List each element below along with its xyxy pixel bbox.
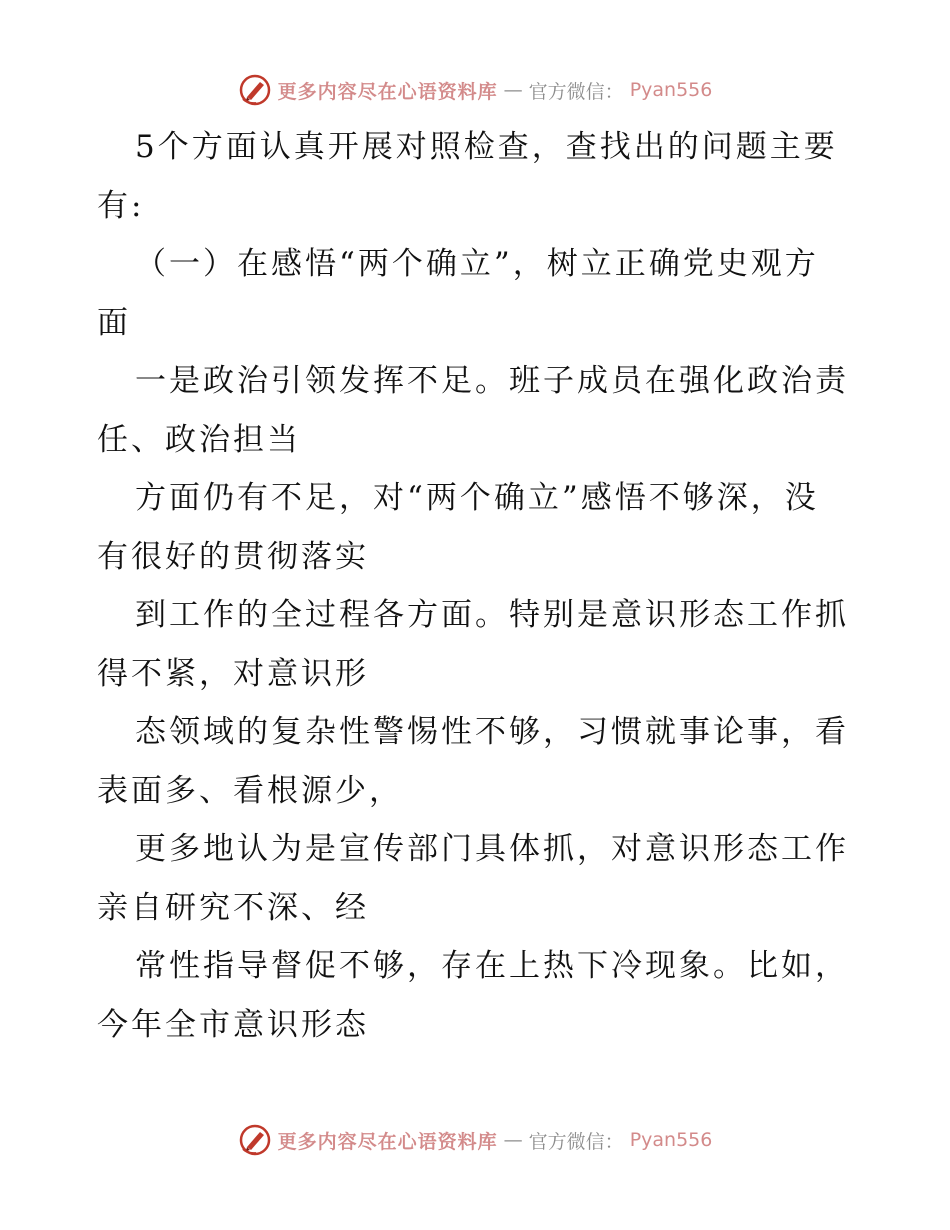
header-wechat-label: 官方微信： (528, 80, 624, 103)
paragraph-line: 5个方面认真开展对照检查，查找出的问题主要 (135, 129, 838, 165)
paragraph-line: 今年全市意识形态 (97, 1006, 369, 1043)
header-banner (238, 73, 713, 107)
section-heading-line: （一）在感悟“两个确立”，树立正确党史观方 (135, 246, 819, 282)
paragraph-line: 方面仍有不足，对“两个确立”感悟不够深，没 (135, 480, 819, 516)
paragraph-line: 有: (97, 187, 145, 224)
footer-banner (238, 1123, 713, 1157)
footer-site-text: 更多内容尽在心语资料库 (277, 1130, 498, 1153)
paragraph-line: 常性指导督促不够，存在上热下冷现象。比如， (135, 948, 849, 984)
document-body (97, 118, 857, 1054)
paragraph-line: 表面多、看根源少， (97, 772, 403, 809)
header-wechat-id: Pyan556 (629, 79, 713, 101)
section-heading-line: 面 (97, 304, 131, 341)
page-header (0, 70, 950, 110)
paragraph-line: 更多地认为是宣传部门具体抓，对意识形态工作 (135, 831, 849, 867)
paragraph-line: 任、政治担当 (97, 421, 301, 458)
pen-logo-icon (238, 73, 272, 107)
paragraph-line: 态领域的复杂性警惕性不够，习惯就事论事，看 (135, 714, 849, 750)
footer-wechat-label: 官方微信： (528, 1130, 624, 1153)
header-dash: — (503, 79, 523, 101)
paragraph-line: 得不紧，对意识形 (97, 655, 369, 692)
paragraph-line: 一是政治引领发挥不足。班子成员在强化政治责 (135, 363, 849, 399)
paragraph-line: 到工作的全过程各方面。特别是意识形态工作抓 (135, 597, 849, 633)
paragraph-line: 有很好的贯彻落实 (97, 538, 369, 575)
paragraph-line: 亲自研究不深、经 (97, 889, 369, 926)
footer-dash: — (503, 1129, 523, 1151)
pen-logo-icon (238, 1123, 272, 1157)
footer-wechat-id: Pyan556 (629, 1129, 713, 1151)
header-site-text: 更多内容尽在心语资料库 (277, 80, 498, 103)
page-footer (0, 1120, 950, 1160)
